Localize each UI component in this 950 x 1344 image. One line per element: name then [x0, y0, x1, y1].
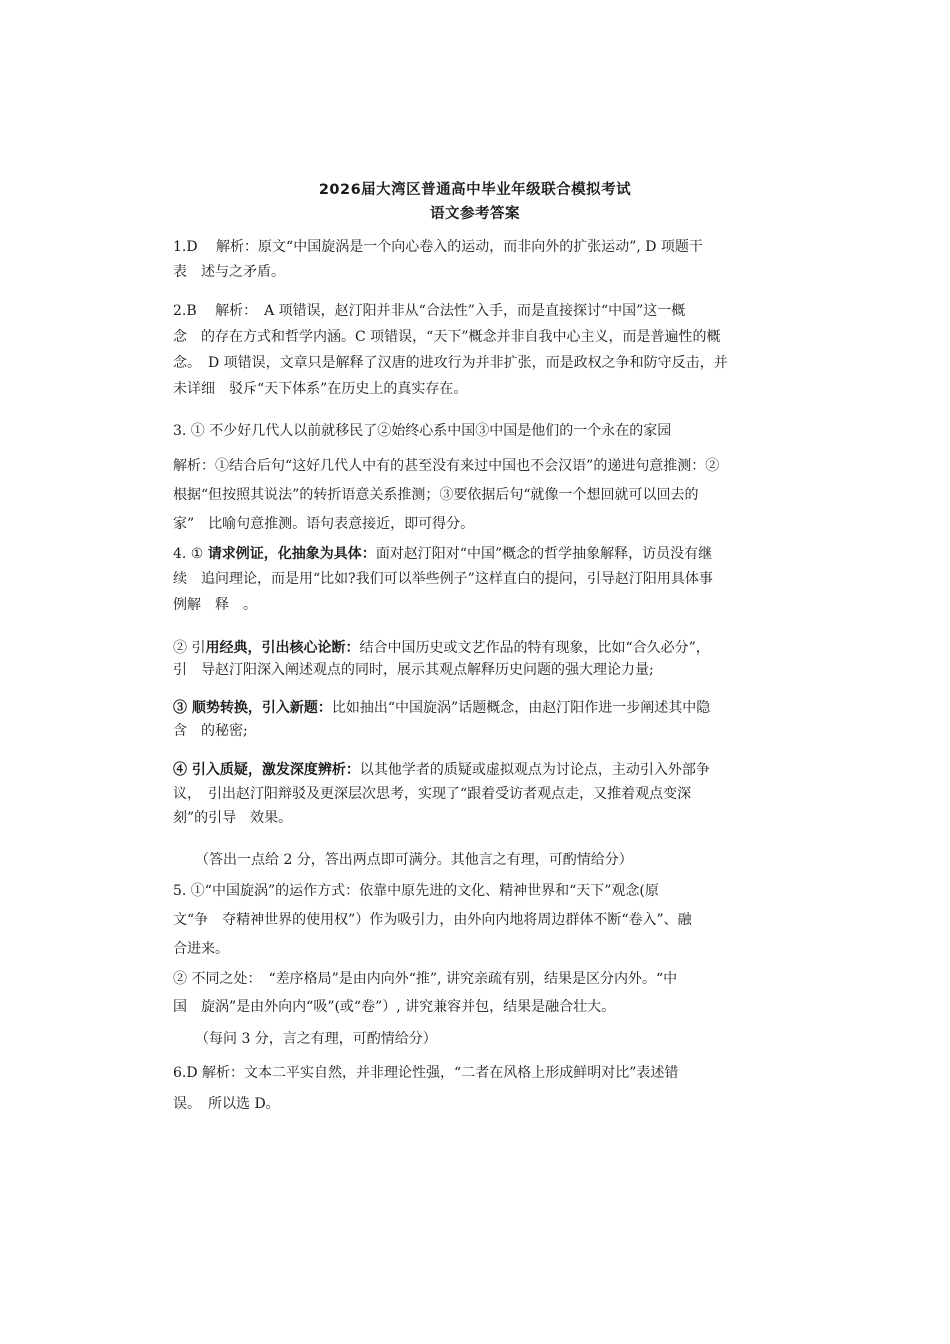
q4-point-text: 比如抽出“中国旋涡”话题概念，由赵汀阳作进一步阐述其中隐 [331, 700, 711, 716]
answer-line [173, 545, 712, 563]
q4-point-number: ③ [173, 700, 187, 716]
answer-line: 续 追问理论，而是用“比如?我们可以举些例子”这样直白的提问，引导赵汀阳用具体事 [173, 571, 713, 587]
answer-line: 含 的秘密; [173, 723, 248, 739]
q4-point-heading: 引入质疑，激发深度辨析： [187, 762, 360, 778]
scoring-note: （每问 3 分，言之有理，可酌情给分） [195, 1031, 437, 1047]
q4-point-heading: 顺势转换，引入新题： [187, 700, 332, 716]
q4-point-text: 以其他学者的质疑或虚拟观点为讨论点，主动引入外部争 [359, 762, 710, 778]
answer-line: 未详细 驳斥“天下体系”在历史上的真实存在。 [173, 381, 468, 397]
q4-point-heading: 请求例证，化抽象为具体： [207, 546, 376, 562]
answer-line: 家” 比喻句意推测。语句表意接近，即可得分。 [173, 516, 475, 532]
answer-line: 根据“但按照其说法”的转折语意关系推测；③要依据后句“就像一个想回就可以回去的 [173, 487, 699, 503]
answer-line: 议， 引出赵汀阳辩驳及更深层次思考，实现了“跟着受访者观点走，又推着观点变深 [173, 786, 692, 802]
answer-line: ② 不同之处： “差序格局”是由内向外“推”, 讲究亲疏有别，结果是区分内外。“中 [173, 971, 678, 987]
answer-line [173, 639, 710, 657]
answer-line: 表 述与之矛盾。 [173, 264, 285, 280]
q4-point-number: 4. ① [173, 546, 208, 562]
answer-line: 引 导赵汀阳深入阐述观点的同时，展示其观点解释历史问题的强大理论力量; [173, 662, 654, 678]
q4-point-number: ② 引 [173, 640, 206, 656]
answer-line: 误。 所以选 D。 [173, 1096, 280, 1112]
answer-line: 1.D 解析：原文“中国旋涡是一个向心卷入的运动，而非向外的扩张运动”, D 项题干 [173, 239, 703, 255]
answer-line: 刻”的引导 效果。 [173, 810, 293, 826]
q4-point-number: ④ [173, 762, 187, 778]
answer-line [173, 761, 710, 779]
answer-line: 5. ①“中国旋涡”的运作方式：依靠中原先进的文化、精神世界和“天下”观念(原 [173, 883, 659, 899]
answer-line: 国 旋涡”是由外向内“吸”(或“卷”）, 讲究兼容并包，结果是融合壮大。 [173, 999, 616, 1015]
q4-point-heading: 用经典，引出核心论断： [205, 640, 360, 656]
scoring-note: （答出一点给 2 分，答出两点即可满分。其他言之有理，可酌情给分） [195, 852, 633, 868]
answer-line: 2.B 解析： A 项错误，赵汀阳并非从“合法性”入手，而是直接探讨“中国”这一概 [173, 303, 686, 319]
q4-point-text: 结合中国历史或文艺作品的特有现象，比如“合久必分”， [359, 640, 710, 656]
answer-line: 解析：①结合后句“这好几代人中有的甚至没有来过中国也不会汉语”的递进句意推测：② [173, 458, 720, 474]
answer-line: 念。 D 项错误，文章只是解释了汉唐的进攻行为并非扩张，而是政权之争和防守反击，并 [173, 355, 728, 371]
answer-line: 文“争 夺精神世界的使用权”）作为吸引力，由外向内地将周边群体不断“卷入”、融 [173, 912, 692, 928]
exam-subtitle: 语文参考答案 [430, 206, 520, 222]
answer-line: 例解 释 。 [173, 597, 257, 613]
answer-line: 3. ① 不少好几代人以前就移民了②始终心系中国③中国是他们的一个永在的家园 [173, 423, 672, 439]
exam-title: 2026届大湾区普通高中毕业年级联合模拟考试 [318, 182, 632, 198]
answer-line: 6.D 解析：文本二平实自然，并非理论性强，“二者在风格上形成鲜明对比”表述错 [173, 1065, 679, 1081]
answer-line: 合进来。 [173, 941, 229, 957]
answer-line [173, 699, 710, 717]
answer-line: 念 的存在方式和哲学内涵。C 项错误，“天下”概念并非自我中心主义，而是普遍性的概 [173, 329, 721, 345]
q4-point-text: 面对赵汀阳对“中国”概念的哲学抽象解释，访员没有继 [375, 546, 713, 562]
